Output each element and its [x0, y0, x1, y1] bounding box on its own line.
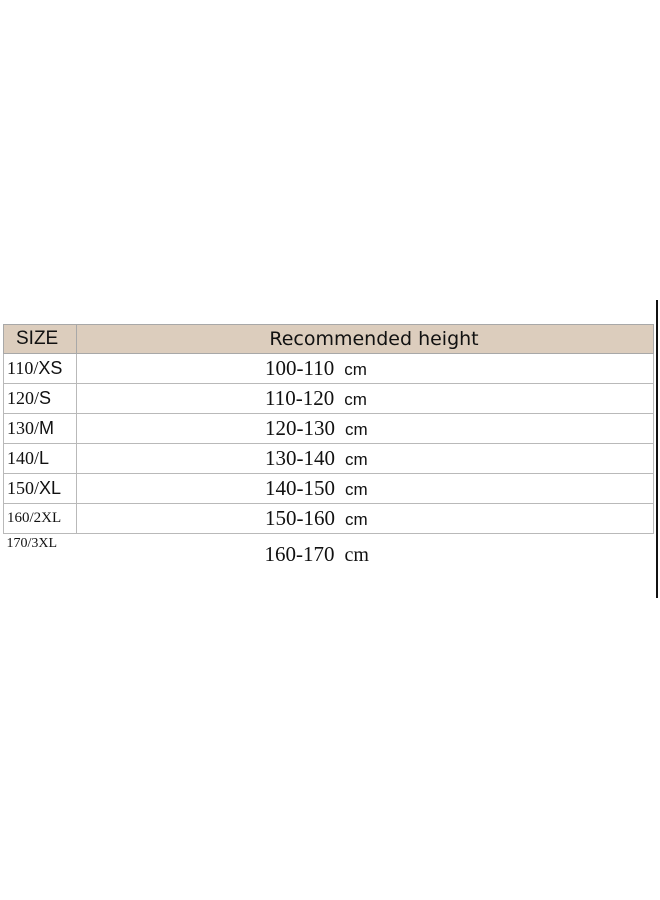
height-cell	[77, 384, 654, 414]
size-code: S	[39, 388, 52, 408]
height-range: 110-120	[265, 386, 335, 410]
height-cell	[77, 354, 654, 384]
size-column-header: SIZE	[4, 325, 77, 354]
height-range: 130-140	[265, 446, 335, 470]
size-number: 110/	[7, 358, 39, 378]
table-row	[4, 444, 654, 474]
size-cell	[4, 504, 77, 534]
size-cell	[4, 414, 77, 444]
height-unit: cm	[345, 480, 368, 499]
header-row	[4, 325, 654, 354]
height-column-header: Recommended height	[77, 325, 654, 354]
height-cell	[77, 444, 654, 474]
size-cell	[4, 384, 77, 414]
size-chart-table	[3, 324, 654, 578]
height-unit: cm	[345, 450, 368, 469]
size-cell	[4, 444, 77, 474]
height-cell	[77, 474, 654, 504]
size-number: 120/	[7, 388, 40, 408]
height-cell	[77, 534, 654, 579]
size-code: XL	[39, 478, 62, 498]
size-cell	[4, 534, 77, 579]
height-range: 150-160	[265, 506, 335, 530]
height-range: 120-130	[265, 416, 335, 440]
size-number: 150/	[7, 478, 40, 498]
size-code: XS	[38, 358, 63, 378]
table-row	[4, 354, 654, 384]
size-number: 130/	[7, 418, 40, 438]
height-range: 160-170	[264, 542, 335, 566]
table-row	[4, 474, 654, 504]
table-row	[4, 534, 654, 579]
table-row	[4, 384, 654, 414]
size-code: 2XL	[33, 510, 62, 526]
height-cell	[77, 414, 654, 444]
size-cell	[4, 474, 77, 504]
height-unit: cm	[344, 544, 369, 566]
size-code: L	[39, 448, 50, 468]
height-unit: cm	[345, 510, 368, 529]
size-number: 160/	[7, 510, 34, 526]
height-cell	[77, 504, 654, 534]
table-row	[4, 414, 654, 444]
size-number: 170/	[6, 536, 32, 551]
height-range: 100-110	[265, 356, 335, 380]
table-row	[4, 504, 654, 534]
size-number: 140/	[7, 448, 40, 468]
height-unit: cm	[345, 420, 368, 439]
size-cell	[4, 354, 77, 384]
size-code: 3XL	[31, 536, 58, 551]
height-range: 140-150	[265, 476, 335, 500]
right-edge-divider	[656, 300, 658, 598]
height-unit: cm	[344, 360, 367, 379]
height-unit: cm	[344, 390, 367, 409]
size-code: M	[39, 418, 55, 438]
